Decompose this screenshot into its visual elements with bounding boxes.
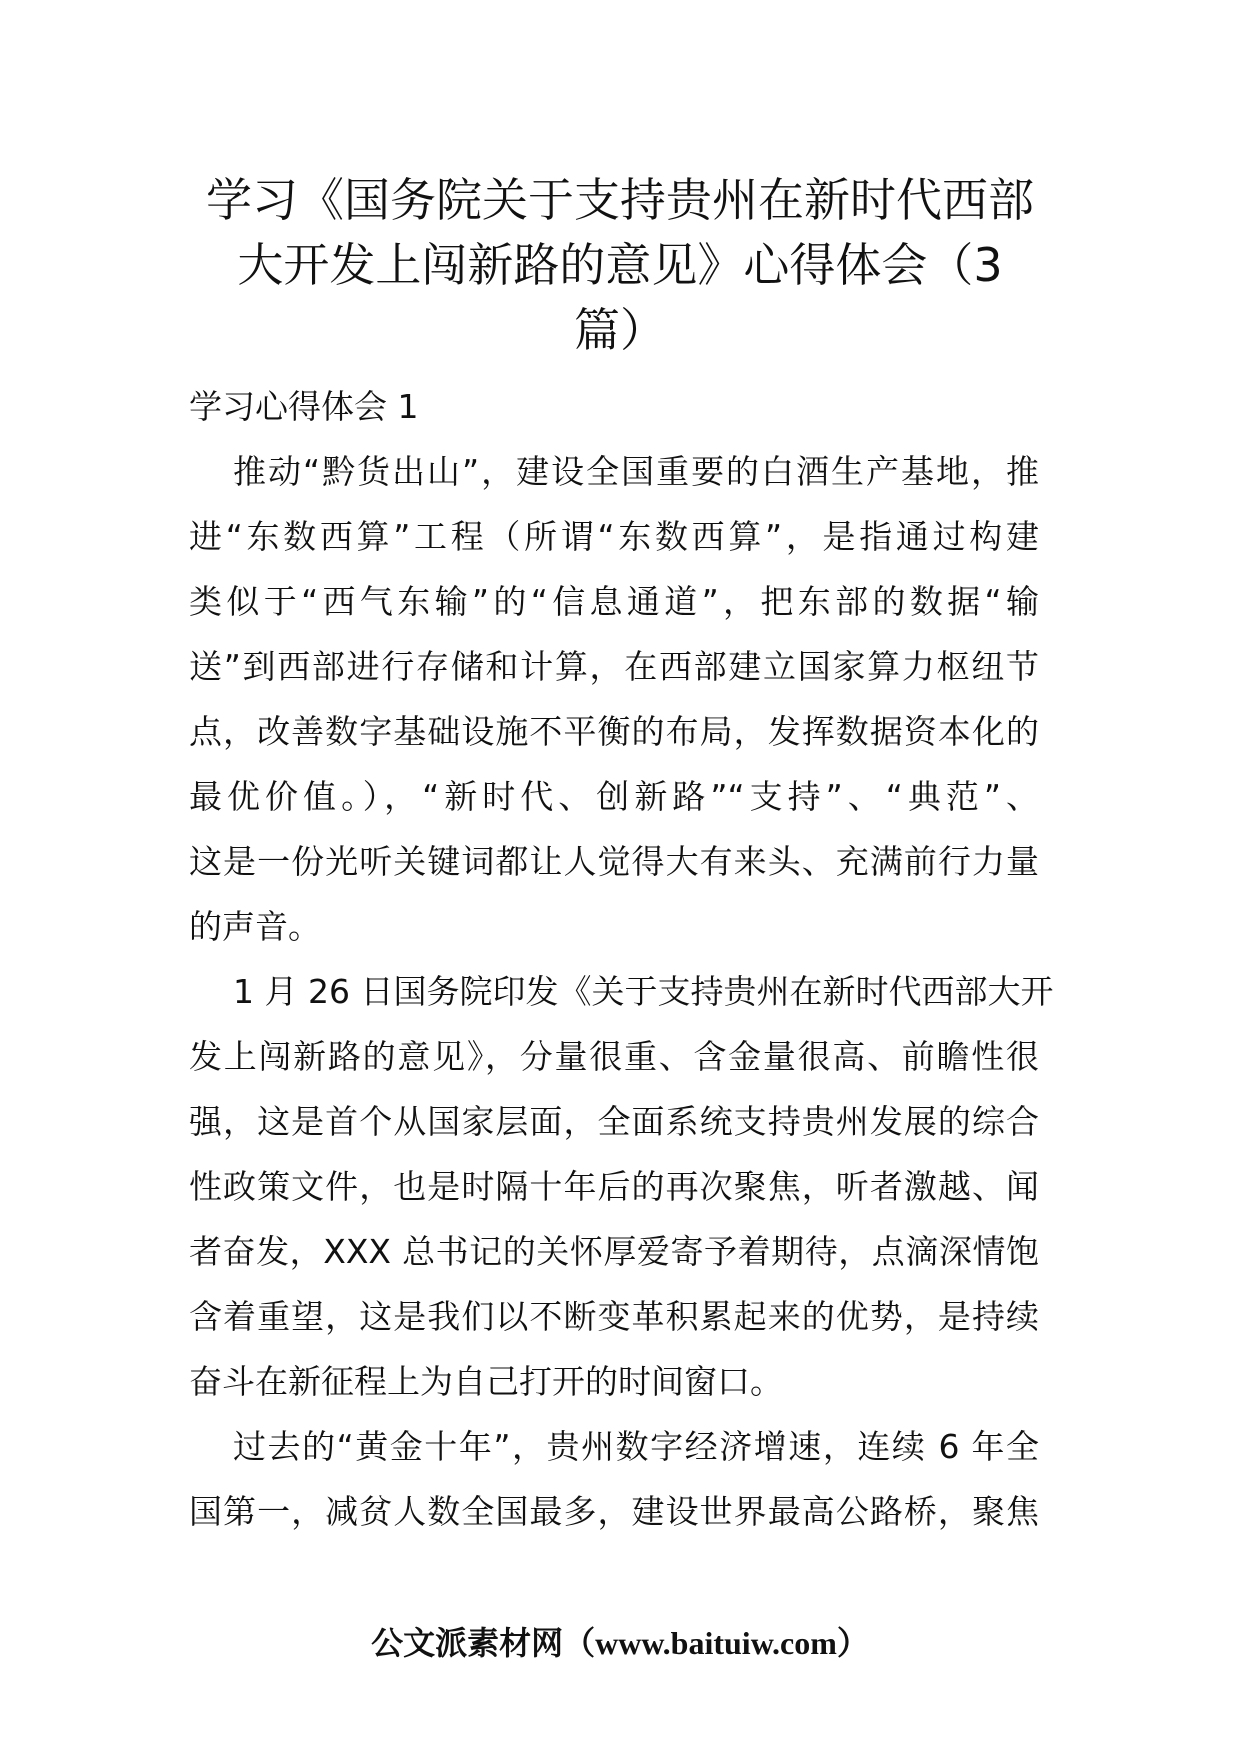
paragraph-line: 类似于“西气东输”的“信息通道”，把东部的数据“输 <box>189 582 1039 621</box>
paragraph-line: 最优价值。），“新时代、创新路”“支持”、“典范”、 <box>189 777 1039 816</box>
paragraph-line: 过去的“黄金十年”，贵州数字经济增速，连续 6 年全 <box>233 1427 1039 1466</box>
paragraph-line: 国第一，减贫人数全国最多，建设世界最高公路桥，聚焦 <box>189 1492 1039 1531</box>
paragraph-line: 送”到西部进行存储和计算，在西部建立国家算力枢纽节 <box>189 647 1039 686</box>
title-line: 篇） <box>574 303 666 357</box>
paragraph-line: 推动“黔货出山”，建设全国重要的白酒生产基地，推 <box>233 452 1039 491</box>
paragraph-line: 点，改善数字基础设施不平衡的布局，发挥数据资本化的 <box>189 712 1039 751</box>
title-line: 大开发上闯新路的意见》心得体会（3 <box>237 238 1003 292</box>
paragraph-line: 者奋发，XXX 总书记的关怀厚爱寄予着期待，点滴深情饱 <box>189 1232 1039 1271</box>
section-heading: 学习心得体会 1 <box>189 387 419 426</box>
title-line: 学习《国务院关于支持贵州在新时代西部 <box>206 173 1034 227</box>
paragraph-line: 的声音。 <box>189 907 321 946</box>
paragraph-line: 性政策文件，也是时隔十年后的再次聚焦，听者激越、闻 <box>189 1167 1039 1206</box>
paragraph <box>189 1414 1039 1544</box>
paragraph <box>189 439 1039 959</box>
document-title <box>0 168 1240 363</box>
paragraph-line: 这是一份光听关键词都让人觉得大有来头、充满前行力量 <box>189 842 1039 881</box>
paragraph <box>189 959 1054 1414</box>
footer-source-credit: 公文派素材网（www.baituiw.com） <box>371 1625 869 1661</box>
paragraph-line: 发上闯新路的意见》，分量很重、含金量很高、前瞻性很 <box>189 1037 1039 1076</box>
paragraph-line: 1 月 26 日国务院印发《关于支持贵州在新时代西部大开 <box>233 972 1054 1011</box>
paragraph-line: 含着重望，这是我们以不断变革积累起来的优势，是持续 <box>189 1297 1039 1336</box>
paragraph-line: 奋斗在新征程上为自己打开的时间窗口。 <box>189 1362 783 1401</box>
document-body <box>189 374 1054 1544</box>
paragraph-line: 强，这是首个从国家层面，全面系统支持贵州发展的综合 <box>189 1102 1039 1141</box>
paragraph-line: 进“东数西算”工程（所谓“东数西算”，是指通过构建 <box>189 517 1039 556</box>
